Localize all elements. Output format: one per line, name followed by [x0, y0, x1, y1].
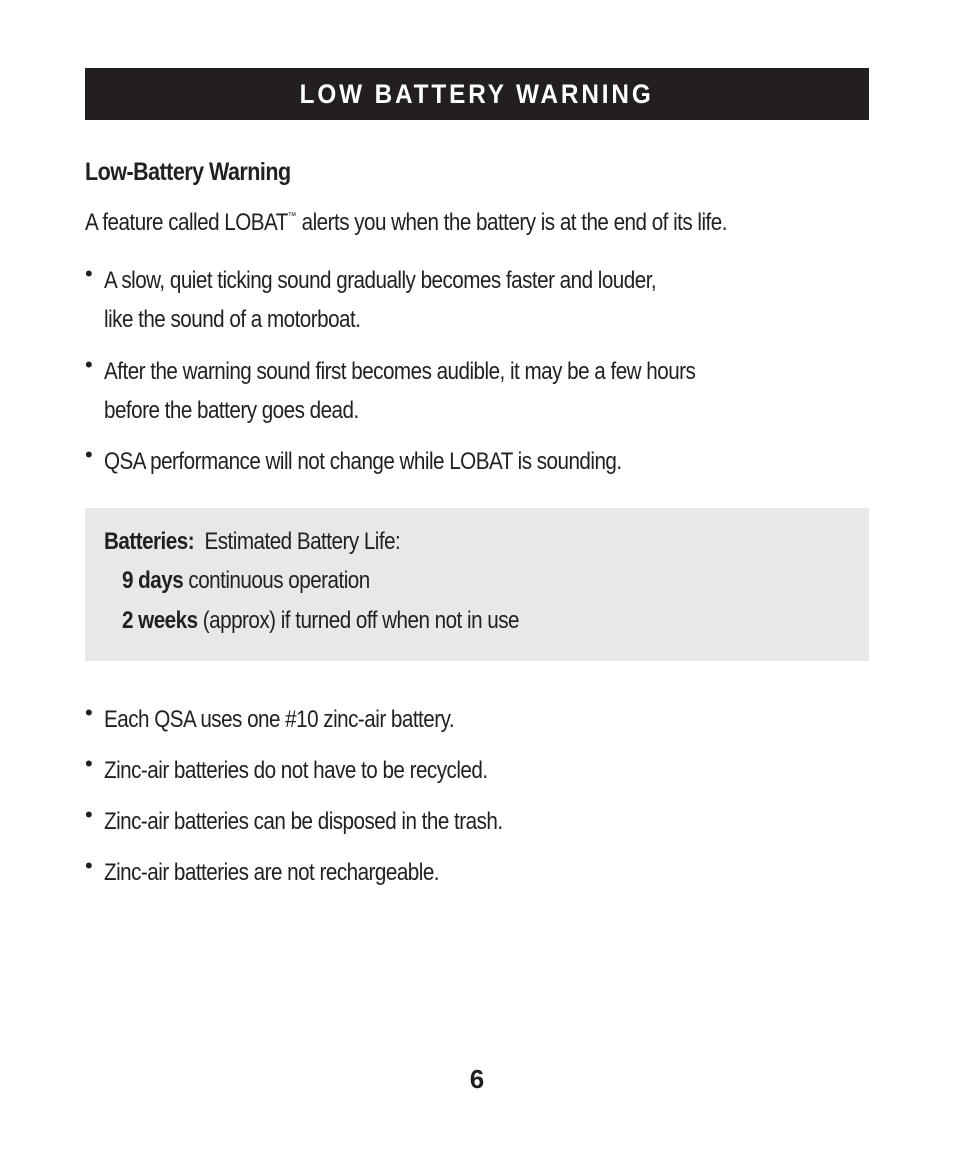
bullet-dot: •	[85, 802, 93, 827]
bullet-line: Zinc-air batteries can be disposed in the trash.	[104, 808, 503, 835]
bullet-line: Each QSA uses one #10 zinc-air battery.	[104, 706, 455, 733]
bullet-line: QSA performance will not change while LOBAT is sounding.	[104, 448, 622, 475]
bullet-text	[104, 700, 454, 739]
battery-life-continuous	[122, 567, 370, 595]
bullet-dot: •	[85, 700, 93, 725]
battery-info-box	[85, 508, 869, 661]
bullet-line: After the warning sound first becomes audible, it may be a few hours	[104, 358, 696, 385]
bullet-text	[104, 261, 656, 339]
page-number: 6	[469, 1064, 485, 1094]
header-title: LOW BATTERY WARNING	[300, 78, 654, 109]
bullet-line: Zinc-air batteries are not rechargeable.	[104, 859, 440, 886]
battery-days-text: continuous operation	[183, 567, 370, 594]
battery-weeks-value: 2 weeks	[122, 607, 198, 634]
battery-life-off	[122, 607, 519, 635]
bullet-line: like the sound of a motorboat.	[104, 306, 361, 333]
section-header-bar	[85, 68, 869, 120]
bullet-line: before the battery goes dead.	[104, 397, 359, 424]
bullet-text	[104, 802, 503, 841]
bullet-text	[104, 751, 488, 790]
intro-paragraph	[85, 209, 727, 237]
trademark-symbol: ™	[287, 211, 297, 222]
battery-label-text: Estimated Battery Life:	[204, 528, 401, 555]
bullet-dot: •	[85, 853, 93, 878]
battery-weeks-text: (approx) if turned off when not in use	[197, 607, 519, 634]
bullet-dot: •	[85, 352, 93, 377]
bullet-line: Zinc-air batteries do not have to be recycled.	[104, 757, 488, 784]
intro-text-after: alerts you when the battery is at the end of its life.	[296, 209, 727, 236]
bullet-dot: •	[85, 261, 93, 286]
battery-label-line	[104, 528, 400, 556]
battery-label: Batteries:	[104, 528, 195, 555]
battery-days-value: 9 days	[122, 567, 184, 594]
bullet-text	[104, 853, 439, 892]
bullet-text	[104, 352, 695, 430]
section-title: Low-Battery Warning	[85, 158, 291, 186]
bullet-text	[104, 442, 622, 481]
intro-text-before: A feature called LOBAT	[85, 209, 288, 236]
bullet-dot: •	[85, 442, 93, 467]
bullet-dot: •	[85, 751, 93, 776]
bullet-line: A slow, quiet ticking sound gradually becomes faster and louder,	[104, 267, 657, 294]
